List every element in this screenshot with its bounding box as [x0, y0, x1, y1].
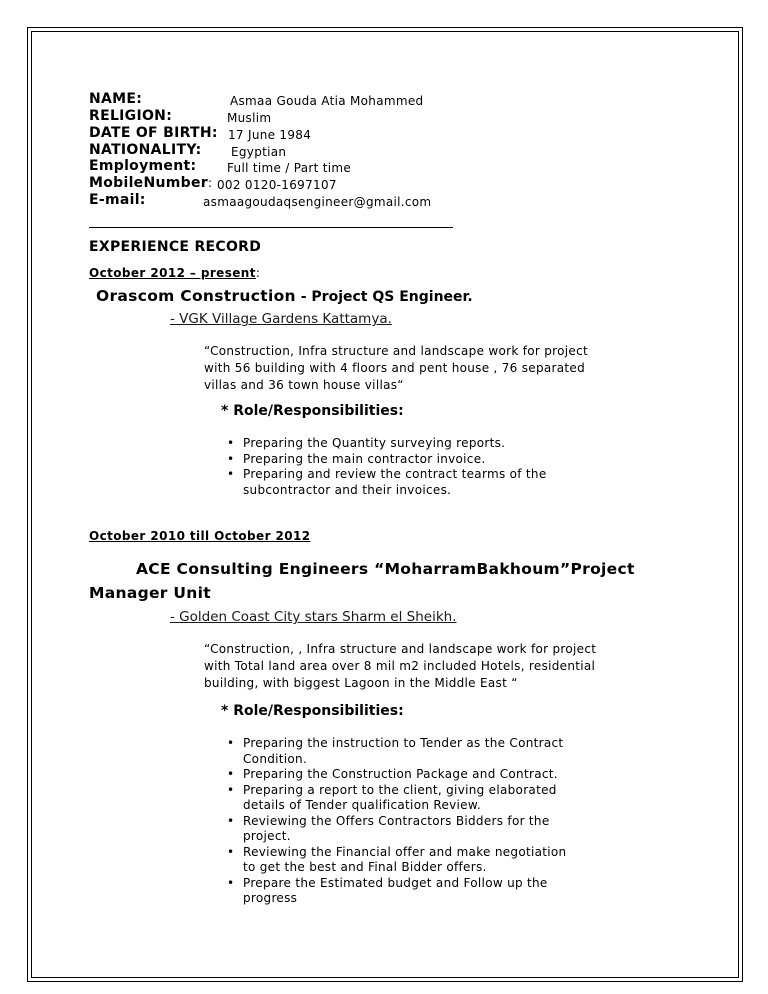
name-label: NAME: — [89, 91, 143, 107]
mobile-value: 002 0120-1697107 — [217, 178, 337, 192]
job1-responsibilities — [225, 436, 547, 498]
job1-date: October 2012 – present: — [89, 266, 260, 280]
job2-role-heading: * Role/Responsibilities: — [221, 703, 404, 719]
list-item: • Preparing a report to the client, giving elaborated details of Tender qualification Review. — [227, 782, 557, 812]
email-value: asmaagoudaqsengineer@gmail.com — [203, 195, 432, 209]
dob-value: 17 June 1984 — [228, 128, 312, 142]
dob-label: DATE OF BIRTH: — [89, 125, 218, 141]
nationality-value: Egyptian — [231, 145, 287, 159]
list-item: • Preparing the main contractor invoice. — [227, 451, 486, 466]
job2-project: - Golden Coast City stars Sharm el Sheikh. — [170, 609, 457, 625]
separator-line — [89, 227, 453, 228]
job1-company: Orascom Construction — [96, 287, 296, 305]
list-item: • Reviewing the Financial offer and make negotiation to get the best and Final Bidder offers. — [227, 844, 567, 874]
religion-label: RELIGION: — [89, 108, 173, 124]
job2-company-line1: ACE Consulting Engineers “MoharramBakhoum”Project — [136, 560, 635, 578]
employment-label: Employment: — [89, 158, 197, 174]
nationality-label: NATIONALITY: — [89, 142, 202, 158]
list-item: • Reviewing the Offers Contractors Bidders for the project. — [227, 813, 550, 843]
job1-description: “Construction, Infra structure and landscape work for project with 56 building with 4 floors and pent house , 76 separated villas and 36 town house villas“ — [204, 344, 589, 392]
employment-value: Full time / Part time — [227, 161, 352, 175]
mobile-label: MobileNumber: — [89, 175, 213, 191]
job2-date: October 2010 till October 2012 — [89, 529, 311, 543]
job1-role-heading: * Role/Responsibilities: — [221, 403, 404, 419]
list-item: • Preparing and review the contract tearms of the subcontractor and their invoices. — [227, 467, 547, 497]
job1-company-line — [96, 286, 473, 305]
religion-value: Muslim — [227, 111, 272, 125]
experience-heading: EXPERIENCE RECORD — [89, 239, 262, 255]
job1-project: - VGK Village Gardens Kattamya. — [170, 311, 392, 327]
list-item: • Preparing the Quantity surveying reports. — [227, 436, 506, 450]
list-item: • Preparing the instruction to Tender as the Contract Condition. — [227, 736, 564, 766]
job2-description: “Construction, , Infra structure and landscape work for project with Total land area over 8 mil m2 included Hotels, residential building, with biggest Lagoon in the Middle East “ — [204, 642, 597, 690]
email-label: E-mail: — [89, 192, 146, 208]
list-item: • Prepare the Estimated budget and Follow up the progress — [227, 875, 548, 905]
name-value: Asmaa Gouda Atia Mohammed — [230, 94, 424, 108]
job2-responsibilities — [225, 736, 566, 907]
list-item: • Preparing the Construction Package and Contract. — [227, 767, 558, 781]
job2-company-line2: Manager Unit — [89, 584, 211, 602]
job1-title: - Project QS Engineer. — [295, 289, 473, 305]
